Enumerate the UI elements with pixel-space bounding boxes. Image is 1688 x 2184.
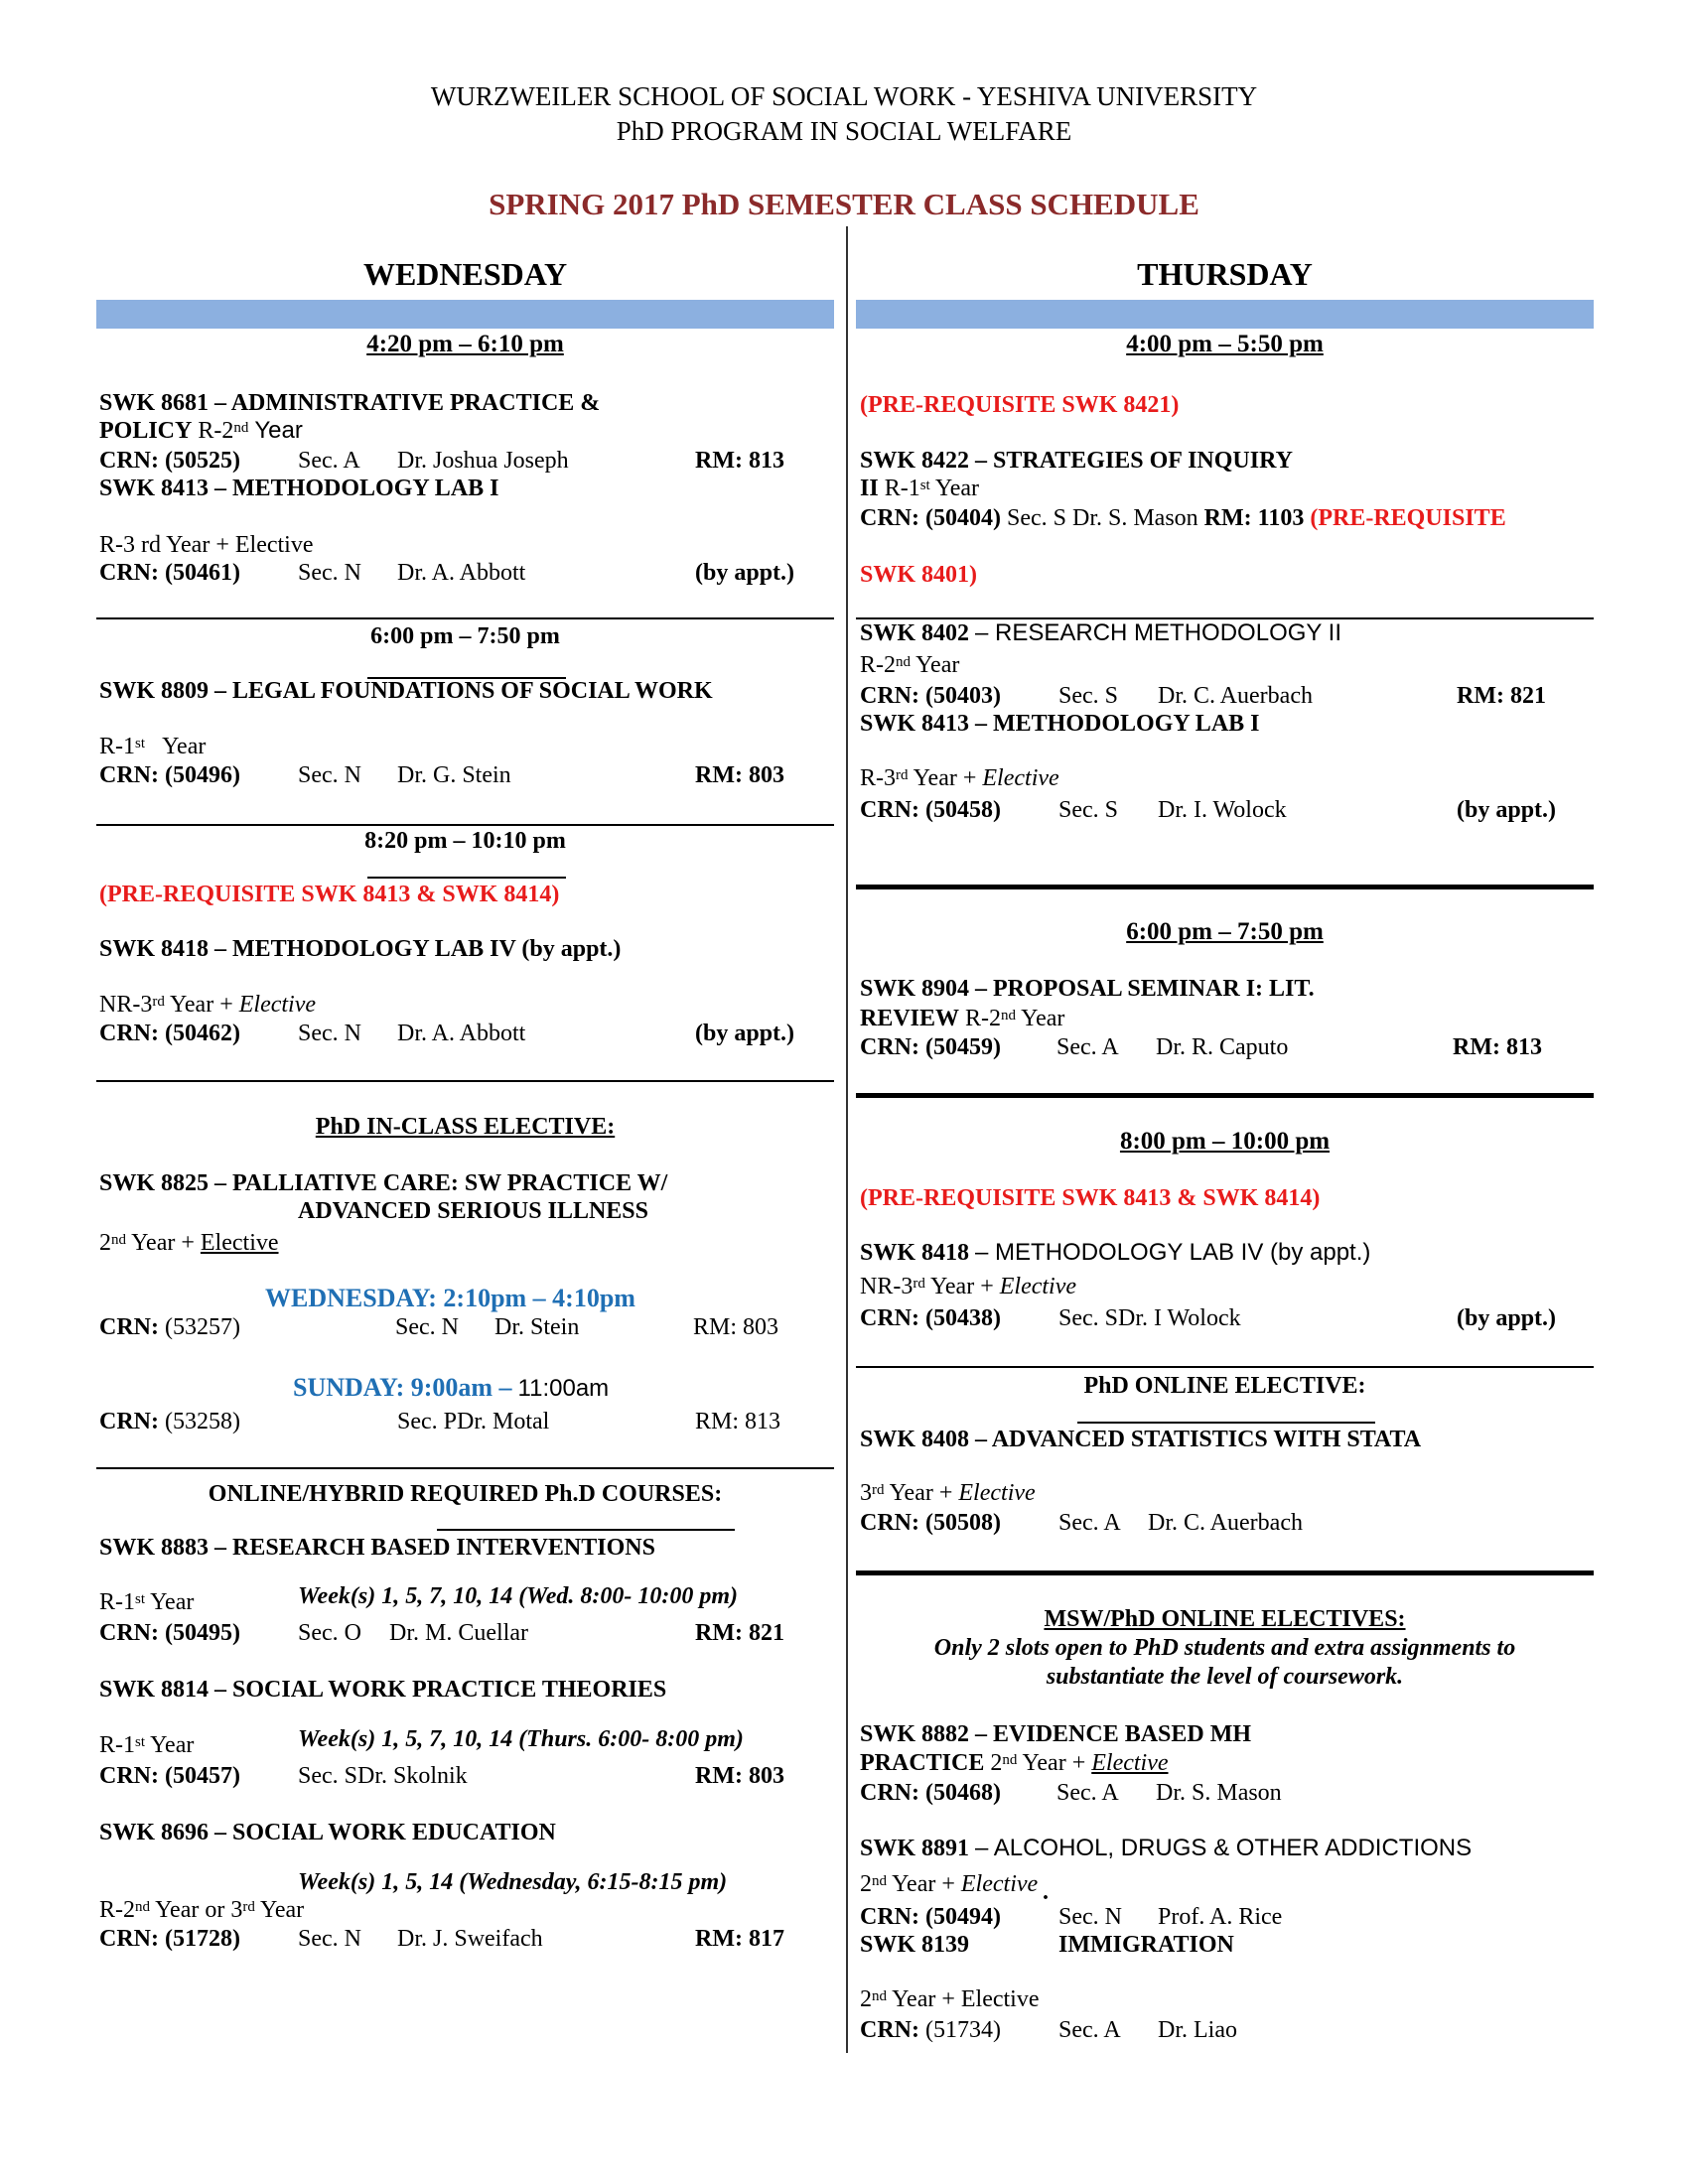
thu-msw-c1-title-b: PRACTICE 2nd Year + Elective [860,1750,1169,1776]
thu-slot2-title-b: REVIEW R-2nd Year [860,1006,1065,1031]
wed-c2-title: SWK 8413 – METHODOLOGY LAB I [99,476,499,501]
underline [367,877,566,879]
wed-inclass-sun-time: SUNDAY: 9:00am – 11:00am [293,1373,610,1402]
thu-online-heading: PhD ONLINE ELECTIVE: [1083,1373,1366,1399]
thu-msw-heading: MSW/PhD ONLINE ELECTIVES: [1044,1606,1406,1632]
thursday-bar [856,300,1594,329]
divider [96,617,834,619]
thu-c3-room: (by appt.) [1457,797,1557,823]
thu-c3-crn: CRN: (50458) [860,797,1001,823]
wed-c1-room: RM: 813 [695,448,784,474]
thu-slot3-year: NR-3rd Year + Elective [860,1274,1077,1299]
thu-msw-c2-instructor: Prof. A. Rice [1158,1904,1283,1930]
wed-online-c2-crn: CRN: (50457) [99,1763,240,1789]
thu-msw-c2-title: SWK 8891 – ALCOHOL, DRUGS & OTHER ADDICTIONS [860,1835,1473,1861]
thu-c2-crn: CRN: (50403) [860,683,1001,709]
wed-online-c1-weeks: Week(s) 1, 5, 7, 10, 14 (Wed. 8:00- 10:00 pm) [298,1583,739,1609]
thu-online-crn: CRN: (50508) [860,1510,1001,1536]
thu-msw-c1-crn: CRN: (50468) [860,1780,1001,1806]
wed-inclass-title-b: ADVANCED SERIOUS ILLNESS [298,1198,649,1224]
divider [96,824,834,826]
thu-slot3-title: SWK 8418 – METHODOLOGY LAB IV (by appt.) [860,1239,1371,1266]
wed-inclass-wed-time: WEDNESDAY: 2:10pm – 4:10pm [265,1284,635,1312]
wed-inclass-instructor1: Dr. Stein [494,1314,580,1340]
thu-msw-c2-year: 2nd Year + Elective [860,1871,1039,1897]
thu-c2-year: R-2nd Year [860,652,960,678]
thu-msw-c2-sec: Sec. N [1058,1904,1122,1930]
wed-c2-crn: CRN: (50461) [99,560,240,586]
thu-c3-sec: Sec. S [1058,797,1118,823]
thu-msw-c1-instructor: Dr. S. Mason [1156,1780,1282,1806]
thu-msw-c3-crn: CRN: (51734) [860,2017,1001,2043]
wed-slot3-prereq: (PRE-REQUISITE SWK 8413 & SWK 8414) [99,882,560,907]
page-title: SPRING 2017 PhD SEMESTER CLASS SCHEDULE [489,187,1199,221]
thu-c2-instructor: Dr. C. Auerbach [1158,683,1313,709]
thu-online-sec: Sec. A [1058,1510,1121,1536]
wed-slot2-sec: Sec. N [298,762,361,788]
column-divider [846,226,848,2053]
divider [96,1467,834,1469]
underline [1077,1422,1375,1424]
wed-c1-instructor: Dr. Joshua Joseph [397,448,569,474]
thu-slot3-crn: CRN: (50438) [860,1305,1001,1331]
wed-c2-room: (by appt.) [695,560,795,586]
divider [856,1366,1594,1368]
wed-slot2-instructor: Dr. G. Stein [397,762,511,788]
wed-online-c3-title: SWK 8696 – SOCIAL WORK EDUCATION [99,1820,556,1845]
wed-slot3-instructor: Dr. A. Abbott [397,1021,526,1046]
wednesday-bar [96,300,834,329]
thu-slot2-title-a: SWK 8904 – PROPOSAL SEMINAR I: LIT. [860,976,1315,1002]
wed-inclass-title-a: SWK 8825 – PALLIATIVE CARE: SW PRACTICE W/ [99,1170,668,1196]
thu-online-year: 3rd Year + Elective [860,1480,1036,1506]
thu-c1-title-b: II R-1st Year [860,476,980,501]
wed-slot3-year: NR-3rd Year + Elective [99,992,317,1018]
program-name: PhD PROGRAM IN SOCIAL WELFARE [616,116,1072,146]
thu-slot3-prereq: (PRE-REQUISITE SWK 8413 & SWK 8414) [860,1185,1321,1211]
thu-online-instructor: Dr. C. Auerbach [1148,1510,1303,1536]
thu-slot2-sec: Sec. A [1056,1034,1119,1060]
thu-msw-c3-title: IMMIGRATION [1058,1932,1234,1958]
thu-slot1-time: 4:00 pm – 5:50 pm [1126,331,1324,357]
wed-slot3-title: SWK 8418 – METHODOLOGY LAB IV (by appt.) [99,936,622,962]
wed-inclass-sec2: Sec. PDr. Motal [397,1409,550,1434]
wed-online-c2-year: R-1st Year [99,1732,195,1758]
thu-c2-room: RM: 821 [1457,683,1546,709]
wed-inclass-room2: RM: 813 [695,1409,781,1434]
wed-online-c3-instructor: Dr. J. Sweifach [397,1926,543,1952]
wed-online-c1-room: RM: 821 [695,1620,784,1646]
wed-slot2-year: R-1st Year [99,734,207,759]
thu-msw-c3-sec: Sec. A [1058,2017,1121,2043]
divider [856,1093,1594,1098]
divider [856,1570,1594,1575]
wed-inclass-heading: PhD IN-CLASS ELECTIVE: [315,1114,616,1140]
wed-c1-title-b: POLICY R-2nd Year [99,417,303,444]
wed-online-c2-weeks: Week(s) 1, 5, 7, 10, 14 (Thurs. 6:00- 8:00 pm) [298,1726,744,1752]
wed-inclass-sec1: Sec. N [395,1314,459,1340]
wed-slot3-time: 8:20 pm – 10:10 pm [364,828,566,854]
wed-online-c3-room: RM: 817 [695,1926,784,1952]
thursday-heading: THURSDAY [1137,256,1313,292]
thu-msw-c1-sec: Sec. A [1056,1780,1119,1806]
divider [96,1080,834,1082]
thu-c3-title: SWK 8413 – METHODOLOGY LAB I [860,711,1260,737]
wednesday-heading: WEDNESDAY [362,256,568,292]
wed-c2-sec: Sec. N [298,560,361,586]
thu-msw-c1-title-a: SWK 8882 – EVIDENCE BASED MH [860,1721,1252,1747]
thu-msw-note-b: substantiate the level of coursework. [1046,1664,1404,1690]
wed-slot1-time: 4:20 pm – 6:10 pm [366,331,564,357]
thu-msw-c3-code: SWK 8139 [860,1932,970,1958]
wed-online-c1-title: SWK 8883 – RESEARCH BASED INTERVENTIONS [99,1535,655,1561]
thu-msw-note-a: Only 2 slots open to PhD students and extra assignments to [933,1635,1516,1661]
wed-online-c3-weeks: Week(s) 1, 5, 14 (Wednesday, 6:15-8:15 pm) [298,1869,728,1895]
wed-slot2-title: SWK 8809 – LEGAL FOUNDATIONS OF SOCIAL WORK [99,678,713,704]
thu-msw-c2-dot: . [1043,1879,1049,1905]
wed-online-c2-room: RM: 803 [695,1763,784,1789]
wed-slot2-room: RM: 803 [695,762,784,788]
thu-slot2-instructor: Dr. R. Caputo [1156,1034,1289,1060]
thu-slot2-crn: CRN: (50459) [860,1034,1001,1060]
wed-c2-year: R-3 rd Year + Elective [99,532,314,558]
thu-slot3-room: (by appt.) [1457,1305,1557,1331]
wed-online-c1-year: R-1st Year [99,1589,195,1615]
thu-msw-c3-instructor: Dr. Liao [1158,2017,1237,2043]
wed-slot2-time: 6:00 pm – 7:50 pm [370,623,560,649]
wed-c2-instructor: Dr. A. Abbott [397,560,526,586]
thu-slot2-room: RM: 813 [1453,1034,1542,1060]
wed-online-c3-sec: Sec. N [298,1926,361,1952]
thu-slot3-time: 8:00 pm – 10:00 pm [1119,1128,1331,1155]
wed-c1-sec: Sec. A [298,448,360,474]
divider [856,885,1594,889]
thu-c1-prereq-cont: SWK 8401) [860,562,978,588]
thu-slot3-sec: Sec. SDr. I Wolock [1058,1305,1241,1331]
school-name: WURZWEILER SCHOOL OF SOCIAL WORK - YESHIVA UNIVERSITY [430,81,1258,111]
thu-slot1-prereq: (PRE-REQUISITE SWK 8421) [860,392,1180,418]
thu-c2-title: SWK 8402 – RESEARCH METHODOLOGY II [860,619,1341,646]
wed-online-c2-title: SWK 8814 – SOCIAL WORK PRACTICE THEORIES [99,1677,667,1703]
wed-online-c3-crn: CRN: (51728) [99,1926,240,1952]
thu-c1-crn-line: CRN: (50404) Sec. S Dr. S. Mason RM: 1103 (PRE-REQUISITE [860,505,1506,531]
thu-c1-title-a: SWK 8422 – STRATEGIES OF INQUIRY [860,448,1293,474]
wed-online-c1-instructor: Dr. M. Cuellar [389,1620,528,1646]
underline [437,1529,735,1531]
wed-c1-crn: CRN: (50525) [99,448,240,474]
wed-slot3-room: (by appt.) [695,1021,795,1046]
wed-online-c2-sec: Sec. SDr. Skolnik [298,1763,468,1789]
thu-msw-c3-year: 2nd Year + Elective [860,1986,1040,2012]
wed-online-c1-crn: CRN: (50495) [99,1620,240,1646]
thu-slot2-time: 6:00 pm – 7:50 pm [1126,918,1324,945]
wed-inclass-room1: RM: 803 [693,1314,779,1340]
wed-c1-title-a: SWK 8681 – ADMINISTRATIVE PRACTICE & [99,390,601,416]
wed-inclass-crn2: CRN: (53258) [99,1409,240,1434]
wed-online-c1-sec: Sec. O [298,1620,361,1646]
thu-c2-sec: Sec. S [1058,683,1118,709]
thu-c3-year: R-3rd Year + Elective [860,765,1059,791]
wed-slot3-crn: CRN: (50462) [99,1021,240,1046]
wed-online-c3-year: R-2nd Year or 3rd Year [99,1897,305,1923]
wed-online-heading: ONLINE/HYBRID REQUIRED Ph.D COURSES: [208,1481,723,1507]
thu-online-title: SWK 8408 – ADVANCED STATISTICS WITH STATA [860,1427,1422,1452]
wed-slot2-crn: CRN: (50496) [99,762,240,788]
wed-inclass-year: 2nd Year + Elective [99,1230,279,1256]
thu-c3-instructor: Dr. I. Wolock [1158,797,1287,823]
thu-msw-c2-crn: CRN: (50494) [860,1904,1001,1930]
wed-slot3-sec: Sec. N [298,1021,361,1046]
wed-inclass-crn1: CRN: (53257) [99,1314,240,1340]
